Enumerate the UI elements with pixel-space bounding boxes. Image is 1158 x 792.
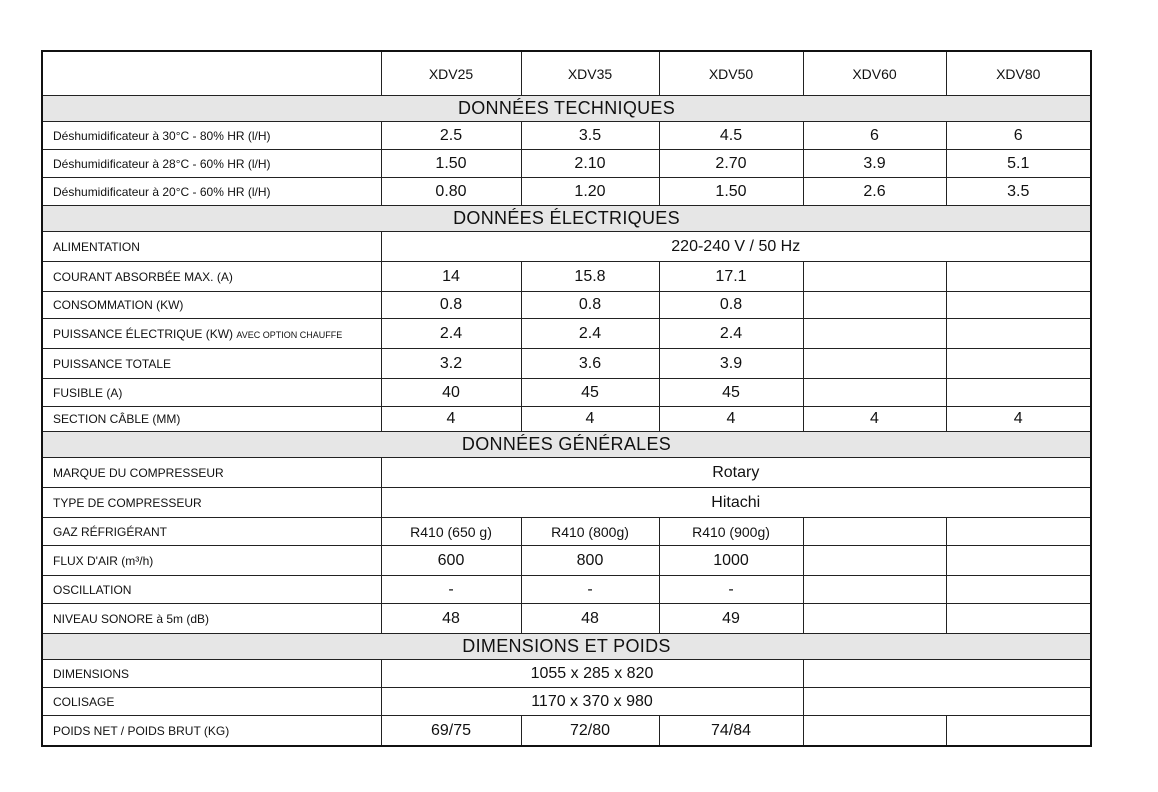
table-row <box>42 178 1091 206</box>
table-row <box>42 349 1091 379</box>
cell-value: 17.1 <box>659 262 803 292</box>
cell-value <box>803 688 1091 716</box>
cell-value: Hitachi <box>381 488 1091 518</box>
cell-value: 800 <box>521 546 659 576</box>
cell-value <box>946 379 1091 407</box>
cell-value: 69/75 <box>381 716 521 747</box>
cell-value: 4 <box>521 407 659 432</box>
cell-value <box>803 292 946 319</box>
cell-value: 0.8 <box>521 292 659 319</box>
row-label: PUISSANCE TOTALE <box>42 349 381 379</box>
row-label: FLUX D'AIR (m³/h) <box>42 546 381 576</box>
cell-value: 220-240 V / 50 Hz <box>381 232 1091 262</box>
cell-value <box>946 292 1091 319</box>
cell-value: 2.5 <box>381 122 521 150</box>
row-label: FUSIBLE (A) <box>42 379 381 407</box>
cell-value: Rotary <box>381 458 1091 488</box>
cell-value: 2.6 <box>803 178 946 206</box>
cell-value: 3.5 <box>521 122 659 150</box>
cell-value: - <box>659 576 803 604</box>
row-label: GAZ RÉFRIGÉRANT <box>42 518 381 546</box>
table-row <box>42 604 1091 634</box>
cell-value <box>946 349 1091 379</box>
cell-value <box>946 319 1091 349</box>
row-label: COURANT ABSORBÉE MAX. (A) <box>42 262 381 292</box>
row-label: OSCILLATION <box>42 576 381 604</box>
row-label: Déshumidificateur à 20°C - 60% HR (l/H) <box>42 178 381 206</box>
cell-value: 0.80 <box>381 178 521 206</box>
cell-value <box>946 576 1091 604</box>
cell-value: 3.9 <box>803 150 946 178</box>
cell-value: 1.50 <box>659 178 803 206</box>
row-label <box>42 319 381 349</box>
section-row <box>42 96 1091 122</box>
cell-value: 3.9 <box>659 349 803 379</box>
section-title-general: DONNÉES GÉNÉRALES <box>42 432 1091 458</box>
cell-value: 4 <box>946 407 1091 432</box>
cell-value: 2.10 <box>521 150 659 178</box>
cell-value: 0.8 <box>381 292 521 319</box>
cell-value: 2.4 <box>521 319 659 349</box>
cell-value <box>946 262 1091 292</box>
cell-value: 0.8 <box>659 292 803 319</box>
cell-value: - <box>381 576 521 604</box>
cell-value: - <box>521 576 659 604</box>
cell-value <box>803 576 946 604</box>
cell-value: R410 (650 g) <box>381 518 521 546</box>
cell-value <box>803 349 946 379</box>
section-title-electrical: DONNÉES ÉLECTRIQUES <box>42 206 1091 232</box>
model-header: XDV25 <box>381 51 521 96</box>
cell-value: 3.5 <box>946 178 1091 206</box>
model-header: XDV80 <box>946 51 1091 96</box>
cell-value: 2.70 <box>659 150 803 178</box>
table-row <box>42 660 1091 688</box>
cell-value: 1170 x 370 x 980 <box>381 688 803 716</box>
cell-value: 6 <box>946 122 1091 150</box>
section-title-dimensions: DIMENSIONS ET POIDS <box>42 634 1091 660</box>
cell-value: 1.20 <box>521 178 659 206</box>
row-label: Déshumidificateur à 30°C - 80% HR (l/H) <box>42 122 381 150</box>
model-header: XDV35 <box>521 51 659 96</box>
header-corner <box>42 51 381 96</box>
cell-value: 1055 x 285 x 820 <box>381 660 803 688</box>
cell-value <box>946 518 1091 546</box>
cell-value: 600 <box>381 546 521 576</box>
section-title-technical: DONNÉES TECHNIQUES <box>42 96 1091 122</box>
cell-value <box>803 319 946 349</box>
section-row <box>42 206 1091 232</box>
table-row <box>42 232 1091 262</box>
model-header: XDV50 <box>659 51 803 96</box>
cell-value: 4 <box>803 407 946 432</box>
table-row <box>42 518 1091 546</box>
cell-value <box>946 546 1091 576</box>
cell-value <box>803 379 946 407</box>
cell-value: 48 <box>521 604 659 634</box>
cell-value: 4 <box>659 407 803 432</box>
table-row <box>42 407 1091 432</box>
row-label: NIVEAU SONORE à 5m (dB) <box>42 604 381 634</box>
cell-value: 4 <box>381 407 521 432</box>
table-row <box>42 122 1091 150</box>
cell-value <box>803 660 1091 688</box>
table-row <box>42 262 1091 292</box>
table-row <box>42 488 1091 518</box>
cell-value: 5.1 <box>946 150 1091 178</box>
cell-value: 74/84 <box>659 716 803 747</box>
cell-value: 1000 <box>659 546 803 576</box>
cell-value: 45 <box>659 379 803 407</box>
row-label: Déshumidificateur à 28°C - 60% HR (l/H) <box>42 150 381 178</box>
cell-value <box>803 716 946 747</box>
cell-value: 3.2 <box>381 349 521 379</box>
cell-value <box>803 546 946 576</box>
cell-value: 3.6 <box>521 349 659 379</box>
table-row <box>42 576 1091 604</box>
row-label: TYPE DE COMPRESSEUR <box>42 488 381 518</box>
cell-value: 2.4 <box>659 319 803 349</box>
table-row <box>42 319 1091 349</box>
table-row <box>42 546 1091 576</box>
cell-value: 14 <box>381 262 521 292</box>
row-label: MARQUE DU COMPRESSEUR <box>42 458 381 488</box>
cell-value: 49 <box>659 604 803 634</box>
row-label: ALIMENTATION <box>42 232 381 262</box>
row-label: CONSOMMATION (KW) <box>42 292 381 319</box>
table-row <box>42 150 1091 178</box>
table-row <box>42 688 1091 716</box>
table-row <box>42 292 1091 319</box>
table-row <box>42 716 1091 747</box>
cell-value: 6 <box>803 122 946 150</box>
model-header-row <box>42 51 1091 96</box>
row-label: SECTION CÂBLE (MM) <box>42 407 381 432</box>
section-row <box>42 432 1091 458</box>
row-label: COLISAGE <box>42 688 381 716</box>
row-label: DIMENSIONS <box>42 660 381 688</box>
model-header: XDV60 <box>803 51 946 96</box>
table-row <box>42 379 1091 407</box>
cell-value: 2.4 <box>381 319 521 349</box>
cell-value: R410 (800g) <box>521 518 659 546</box>
cell-value: 45 <box>521 379 659 407</box>
cell-value: 40 <box>381 379 521 407</box>
cell-value <box>803 518 946 546</box>
row-label-main: PUISSANCE ÉLECTRIQUE (KW) <box>53 326 234 341</box>
row-label: POIDS NET / POIDS BRUT (KG) <box>42 716 381 747</box>
cell-value: 1.50 <box>381 150 521 178</box>
cell-value <box>946 716 1091 747</box>
spec-table <box>41 50 1092 747</box>
cell-value: 48 <box>381 604 521 634</box>
cell-value <box>803 604 946 634</box>
cell-value: R410 (900g) <box>659 518 803 546</box>
cell-value: 15.8 <box>521 262 659 292</box>
cell-value: 4.5 <box>659 122 803 150</box>
cell-value <box>803 262 946 292</box>
cell-value: 72/80 <box>521 716 659 747</box>
cell-value <box>946 604 1091 634</box>
row-label-note: AVEC OPTION CHAUFFE <box>236 329 343 340</box>
table-row <box>42 458 1091 488</box>
section-row <box>42 634 1091 660</box>
